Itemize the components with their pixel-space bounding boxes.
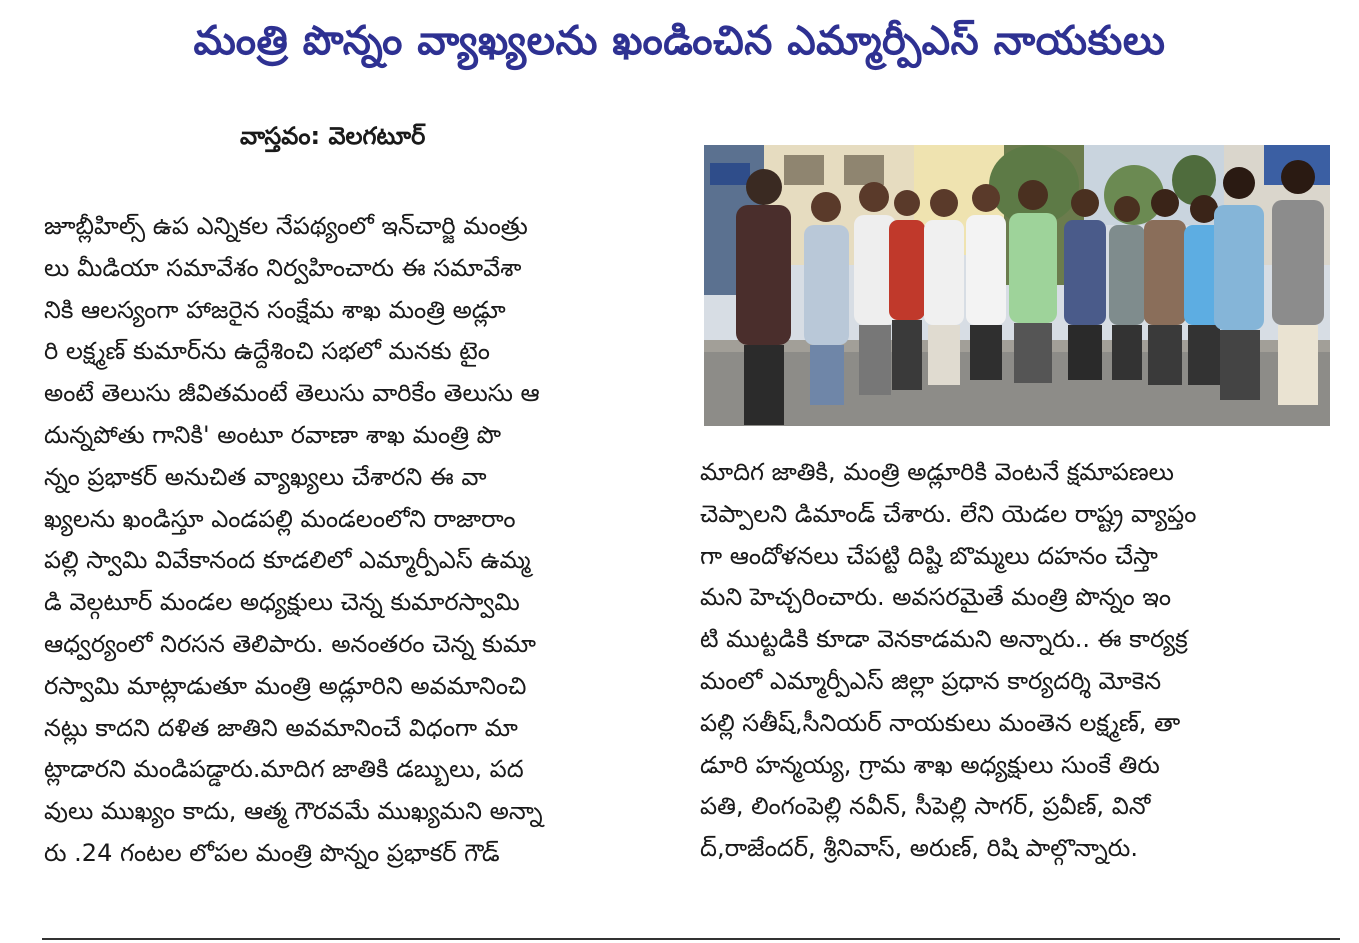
article-line: టి ముట్టడికి కూడా వెనకాడమని అన్నారు.. ఈ కార్యక్ర <box>700 625 1188 654</box>
article-line: డూరి హన్మయ్య, గ్రామ శాఖ అధ్యక్షులు సుంకే తిరు <box>700 750 1160 779</box>
article-line: పల్లి సతీష్,సీనియర్ నాయకులు మంతెన లక్ష్మణ్, తా <box>700 708 1181 737</box>
article-line: డి వెల్గటూర్ మండల అధ్యక్షులు చెన్న కుమారస్వామి <box>44 588 520 617</box>
headline: మంత్రి పొన్నం వ్యాఖ్యలను ఖండించిన ఎమ్మార్పీఎస్ నాయకులు <box>193 18 1166 64</box>
article-line: పతి, లింగంపెల్లి నవీన్, సీపెల్లి సాగర్, ప్రవీణ్, వినో <box>700 792 1151 821</box>
article-line: ద్,రాజేందర్, శ్రీనివాస్, అరుణ్, రిషి పాల్గొన్నారు. <box>700 834 1138 863</box>
article-line: నికి ఆలస్యంగా హాజరైన సంక్షేమ శాఖ మంత్రి అడ్లూ <box>44 295 506 324</box>
article-line: గా ఆందోళనలు చేపట్టి దిష్టి బొమ్మలు దహనం చేస్తా <box>700 541 1158 570</box>
article-line: రి లక్ష్మణ్ కుమార్‌ను ఉద్దేశించి సభలో మనకు టైం <box>44 337 490 366</box>
article-line: జూబ్లీహిల్స్ ఉప ఎన్నికల నేపథ్యంలో ఇన్‌చార్జి మంత్రు <box>44 212 528 240</box>
article-line: దున్నపోతు గానికి' అంటూ రవాణా శాఖ మంత్రి పొ <box>44 420 502 449</box>
article-line: చెప్పాలని డిమాండ్ చేశారు. లేని యెడల రాష్ట్ర వ్యాప్తం <box>700 499 1197 528</box>
article-line: రస్వామి మాట్లాడుతూ మంత్రి అడ్లూరిని అవమానించి <box>44 671 527 700</box>
article-column-right <box>700 452 1330 870</box>
dateline: వాస్తవం: వెలగటూర్ <box>240 122 426 150</box>
article-line: ఆధ్వర్యంలో నిరసన తెలిపారు. అనంతరం చెన్న కుమా <box>44 629 537 658</box>
article-line: వులు ముఖ్యం కాదు, ఆత్మ గౌరవమే ముఖ్యమని అన్నా <box>44 797 543 826</box>
article-line: న్నం ప్రభాకర్ అనుచిత వ్యాఖ్యలు చేశారని ఈ వా <box>44 462 487 491</box>
article-line: రు .24 గంటల లోపల మంత్రి పొన్నం ప్రభాకర్ గౌడ్ <box>44 838 500 867</box>
article-column-left <box>44 206 674 875</box>
bottom-divider <box>42 938 1340 940</box>
article-line: మని హెచ్చరించారు. అవసరమైతే మంత్రి పొన్నం ఇం <box>700 583 1172 612</box>
group-photo <box>704 145 1330 426</box>
article-line: పల్లి స్వామి వివేకానంద కూడలిలో ఎమ్మార్పీఎస్ ఉమ్మ <box>44 546 531 575</box>
article-line: ఖ్యలను ఖండిస్తూ ఎండపల్లి మండలంలోని రాజారాం <box>44 504 516 533</box>
article-line: మాదిగ జాతికి, మంత్రి అడ్లూరికి వెంటనే క్షమాపణలు <box>700 458 1174 486</box>
article-line: నట్లు కాదని దళిత జాతిని అవమానించే విధంగా మా <box>44 713 518 742</box>
article-line: మంలో ఎమ్మార్పీఎస్ జిల్లా ప్రధాన కార్యదర్శి మోకెన <box>700 666 1162 695</box>
article-line: లు మీడియా సమావేశం నిర్వహించారు ఈ సమావేశా <box>44 253 522 282</box>
group-photo-icon <box>704 145 1330 426</box>
article-line: అంటే తెలుసు జీవితమంటే తెలుసు వారికేం తెలుసు ఆ <box>44 379 540 408</box>
article-line: ట్లాడారని మండిపడ్డారు.మాదిగ జాతికి డబ్బులు, పద <box>44 755 524 784</box>
